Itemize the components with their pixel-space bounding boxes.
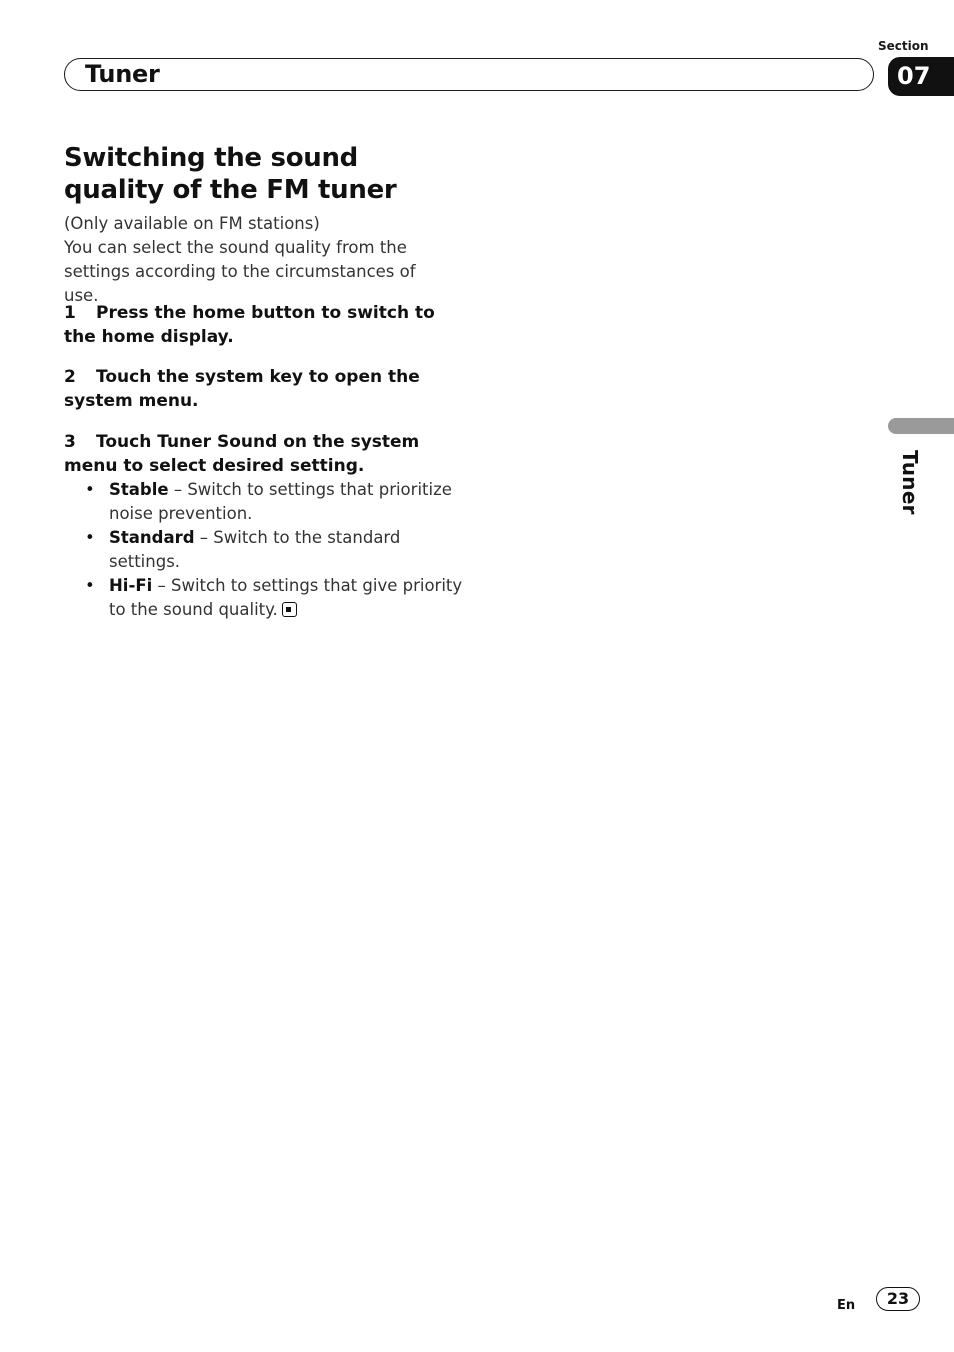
page-title: Switching the sound quality of the FM tuner: [64, 143, 397, 205]
section-label: Section: [878, 39, 929, 53]
step-text: Touch the system key to open the system menu.: [64, 367, 420, 411]
chapter-title: Tuner: [85, 60, 160, 88]
sound-options-list: [64, 478, 464, 622]
step-number: 2: [64, 367, 76, 387]
step-2: [64, 366, 456, 413]
side-tab-label: Tuner: [898, 450, 922, 515]
option-term: Hi-Fi: [109, 576, 153, 595]
side-tab-marker: [888, 418, 954, 434]
step-number: 1: [64, 303, 76, 323]
step-text: Touch Tuner Sound on the system menu to select desired setting.: [64, 432, 420, 476]
availability-note: (Only available on FM stations): [64, 214, 320, 233]
intro-paragraph: You can select the sound quality from the settings according to the circumstances of use.: [64, 238, 416, 305]
section-number-badge: 07: [888, 57, 954, 96]
language-label: En: [837, 1298, 856, 1313]
option-description: – Switch to the standard settings.: [109, 528, 401, 571]
step-text: Press the home button to switch to the home display.: [64, 303, 435, 347]
option-term: Standard: [109, 528, 195, 547]
option-description: – Switch to settings that give priority to the sound quality.: [109, 576, 463, 619]
step-number: 3: [64, 432, 76, 452]
option-term: Stable: [109, 480, 169, 499]
page-number: 23: [876, 1287, 920, 1311]
end-mark-icon: [282, 602, 297, 617]
list-item: [64, 478, 464, 526]
list-item: [64, 526, 464, 574]
option-description: – Switch to settings that prioritize noise prevention.: [109, 480, 452, 523]
list-item: [64, 574, 464, 622]
step-3: [64, 431, 456, 478]
step-1: [64, 302, 456, 349]
chapter-header-bar: [64, 58, 874, 91]
